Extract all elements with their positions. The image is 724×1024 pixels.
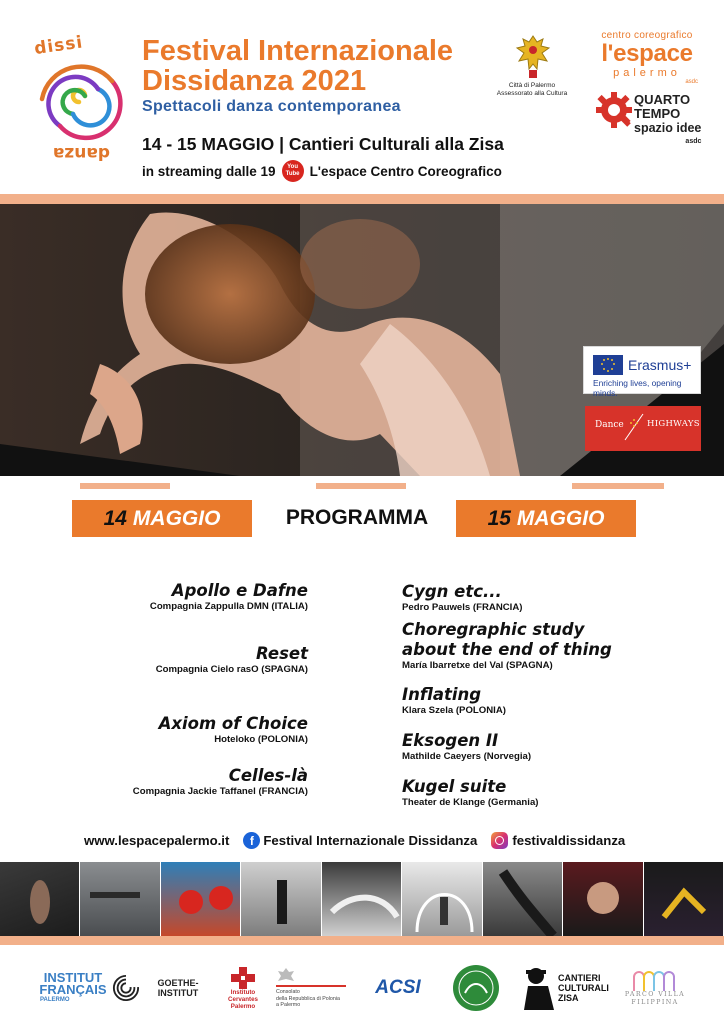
green-circle-logo [450, 960, 502, 1016]
gear-icon [596, 92, 632, 128]
event-company: Pedro Pauwels (FRANCIA) [402, 602, 523, 613]
cervantes-icon [231, 967, 255, 989]
institut-line1: INSTITUT [43, 970, 103, 985]
facebook-icon[interactable]: f [243, 832, 260, 849]
event-company: Compagnia Jackie Taffanel (FRANCIA) [132, 786, 308, 797]
event-company: Compagnia Zappulla DMN (ITALIA) [149, 601, 308, 612]
polonia-line1: Consolato [276, 989, 300, 996]
instagram-link[interactable]: festivaldissidanza [512, 833, 626, 848]
cantieri-line1: CANTIERI [558, 973, 601, 983]
parco-villa-filippina-logo [622, 960, 688, 1016]
cervantes-line2: Cervantes [228, 995, 258, 1003]
decor-band-bottom [0, 474, 724, 480]
institut-city: PALERMO [40, 997, 70, 1003]
arches-icon [632, 969, 678, 991]
day2-month: MAGGIO [516, 506, 605, 530]
eu-flag-icon [593, 355, 623, 375]
event-title: Inflating [402, 685, 482, 704]
cervantes-line1: Instituto [230, 988, 256, 996]
event-company: Mathilde Caeyers (Norvegia) [402, 751, 532, 762]
palermo-line1: Città di Palermo [508, 82, 556, 89]
quarto-line2: TEMPO [634, 106, 681, 121]
photo-strip [0, 862, 724, 936]
event-company: Klara Szela (POLONIA) [402, 705, 506, 716]
event-day2-2 [402, 620, 612, 672]
strip-photo-9 [644, 862, 724, 936]
day1-number: 14 [103, 506, 127, 530]
decor-band-footer [0, 936, 724, 945]
event-day1-2 [156, 644, 308, 676]
footer-links [84, 832, 684, 849]
strip-photo-8 [563, 862, 643, 936]
event-company: Hoteloko (POLONIA) [214, 734, 308, 745]
event-title: Apollo e Dafne [171, 581, 308, 600]
institut-francais-logo [36, 960, 110, 1016]
erasmus-name: Erasmus+ [628, 357, 692, 373]
strip-photo-6 [402, 862, 482, 936]
dance-highways-mark-icon [623, 412, 645, 442]
event-title: Reset [256, 644, 308, 663]
dance-highways-right: HIGHWAYS [647, 419, 700, 429]
espace-small: centro coreografico [601, 30, 693, 41]
cervantes-logo [220, 960, 266, 1016]
event-title: Choregraphic study [402, 620, 585, 639]
espace-asdc: asdc [685, 79, 698, 85]
event-day1-3 [159, 714, 308, 746]
espace-name: l'espace [601, 40, 693, 67]
dissidanza-logo [24, 30, 134, 165]
festival-title [142, 36, 453, 96]
polonia-consulate-logo [276, 960, 354, 1016]
event-day2-4 [402, 731, 531, 763]
event-title: Axiom of Choice [158, 714, 308, 733]
event-company: María Ibarretxe del Val (SPAGNA) [402, 660, 553, 671]
cantieri-line3: ZISA [558, 993, 579, 1003]
youtube-badge-line2: Tube [285, 171, 300, 177]
green-emblem-icon [451, 963, 501, 1013]
erasmus-badge [583, 346, 701, 398]
instagram-icon[interactable] [491, 832, 508, 849]
streaming-info [142, 160, 502, 182]
event-title: Eksogen II [402, 731, 499, 750]
event-title: Cygn etc... [402, 582, 502, 601]
acsi-logo: ACSI [375, 977, 421, 998]
institut-line2: FRANÇAIS [39, 982, 107, 997]
event-title: Celles-là [228, 766, 308, 785]
dates-venue: 14 - 15 MAGGIO | Cantieri Culturali alla Zisa [142, 134, 504, 154]
event-day2-3 [402, 685, 506, 717]
event-company: Theater de Klange (Germania) [402, 797, 539, 808]
strip-photo-4 [241, 862, 321, 936]
day2-number: 15 [487, 506, 511, 530]
youtube-badge-line1: You [287, 164, 298, 170]
quarto-line1: QUARTO [634, 92, 691, 107]
day2-label [456, 500, 636, 537]
event-day2-1 [402, 582, 522, 614]
strip-photo-5 [322, 862, 402, 936]
strip-photo-7 [483, 862, 563, 936]
polonia-line2: della Repubblica di Polonia [276, 995, 340, 1002]
programme-heading: PROGRAMMA [285, 506, 429, 529]
festival-title-line1: Festival Internazionale [142, 35, 454, 67]
villa-line1: PARCO VILLA [624, 991, 686, 998]
cantieri-culturali-logo [518, 960, 614, 1016]
festival-title-line2: Dissidanza 2021 [142, 65, 367, 97]
polish-eagle-icon [276, 967, 296, 983]
villa-line2: FILIPPINA [631, 999, 679, 1006]
website-link[interactable]: www.lespacepalermo.it [84, 833, 230, 848]
dance-highways-badge [585, 406, 701, 451]
strip-photo-1 [0, 862, 80, 936]
event-title: Kugel suite [402, 777, 507, 796]
dance-highways-left: Dance [595, 420, 624, 430]
logo-top-word: dissi [33, 32, 85, 60]
palermo-line2: Assessorato alla Cultura [496, 90, 568, 97]
day1-month: MAGGIO [132, 506, 221, 530]
event-company: Compagnia Cielo rasO (SPAGNA) [155, 664, 308, 675]
event-day2-5 [402, 777, 538, 809]
decor-band-top [0, 194, 724, 204]
streaming-channel: L'espace Centro Coreografico [309, 163, 502, 179]
event-title-line2: about the end of thing [402, 640, 612, 659]
goethe-logo [112, 960, 216, 1016]
erasmus-tagline: Enriching lives, opening minds. [593, 378, 682, 398]
event-day1-4 [133, 766, 308, 798]
day1-label [72, 500, 252, 537]
strip-photo-3 [161, 862, 241, 936]
palermo-eagle-icon [510, 32, 556, 82]
facebook-link[interactable]: Festival Internazionale Dissidanza [263, 833, 478, 848]
polonia-line3: a Palermo [276, 1002, 301, 1009]
festival-subtitle: Spettacoli danza contemporanea [142, 98, 401, 115]
quarto-asdc: asdc [685, 138, 702, 145]
logo-bottom-word: danza [52, 143, 110, 163]
quarto-line3: spazio idee [634, 121, 702, 135]
streaming-prefix: in streaming dalle 19 [142, 163, 276, 179]
espace-city: palermo [613, 67, 681, 79]
cantieri-line2: CULTURALI [558, 983, 609, 993]
cantieri-figure-icon [518, 966, 558, 1010]
youtube-icon[interactable] [282, 160, 304, 182]
goethe-icon [112, 973, 140, 1003]
goethe-label: GOETHE-INSTITUT [157, 978, 199, 998]
cervantes-line3: Palermo [230, 1002, 256, 1010]
quarto-tempo-logo [634, 93, 701, 149]
event-day1-1 [150, 581, 308, 613]
espace-logo [592, 30, 702, 85]
palermo-label [486, 82, 578, 98]
strip-photo-2 [80, 862, 160, 936]
